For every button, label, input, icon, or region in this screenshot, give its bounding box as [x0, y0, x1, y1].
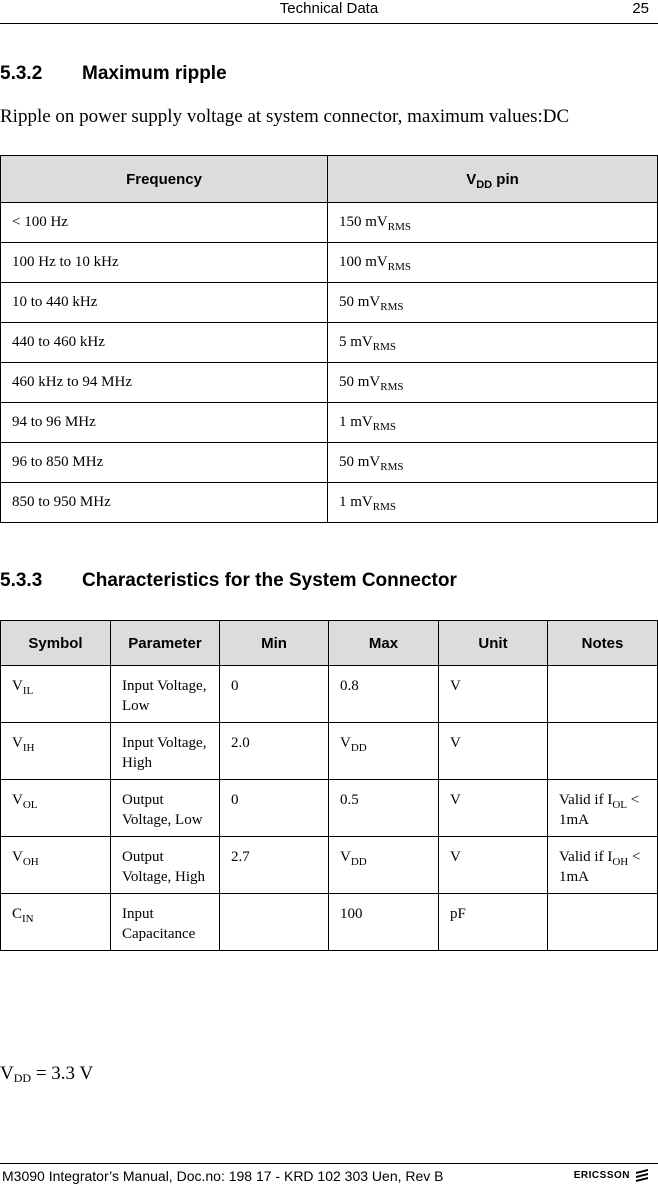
section-number: 5.3.2	[0, 63, 43, 84]
col-header-parameter: Parameter	[111, 621, 220, 666]
frequency-cell: 440 to 460 kHz	[1, 323, 328, 363]
vdd-ripple-cell	[328, 443, 658, 483]
col-header-min: Min	[220, 621, 329, 666]
ripple-intro: Ripple on power supply voltage at system connector, maximum values:DC	[0, 106, 570, 127]
ericsson-logo-icon	[634, 1168, 650, 1182]
notes-text: Valid if I	[559, 792, 613, 808]
col-header-frequency	[1, 156, 328, 203]
table-row	[1, 363, 658, 403]
vdd-note-value: = 3.3 V	[31, 1063, 94, 1084]
notes-cell	[548, 666, 658, 723]
max-subscript: DD	[350, 856, 367, 868]
symbol-cell	[1, 894, 111, 951]
notes-subscript: OL	[612, 799, 627, 811]
max-text: V	[340, 735, 351, 751]
frequency-cell: 10 to 440 kHz	[1, 283, 328, 323]
table-header-row	[1, 156, 658, 203]
unit-cell: V	[439, 723, 548, 780]
min-cell: 0	[220, 666, 329, 723]
table-header-row	[1, 621, 658, 666]
col-header-symbol: Symbol	[1, 621, 111, 666]
col-header-label: Frequency	[126, 170, 202, 188]
table-row	[1, 403, 658, 443]
table-row	[1, 723, 658, 780]
ripple-value: 150 mV	[339, 214, 388, 230]
section-heading-connector	[0, 570, 457, 592]
brand-name: ERICSSON	[573, 1170, 630, 1181]
table-row	[1, 283, 658, 323]
symbol-text: C	[12, 906, 23, 922]
notes-text-tail: < 1mA	[559, 849, 641, 885]
col-header-vdd-pin	[328, 156, 658, 203]
max-cell	[329, 666, 439, 723]
ripple-table	[0, 155, 658, 523]
col-header-unit: Unit	[439, 621, 548, 666]
ripple-value: 100 mV	[339, 254, 388, 270]
footer	[0, 1163, 658, 1186]
notes-text: Valid if I	[559, 849, 613, 865]
table-row	[1, 243, 658, 283]
vdd-ripple-cell	[328, 363, 658, 403]
symbol-text: V	[12, 678, 23, 694]
ripple-unit-subscript: RMS	[387, 221, 411, 233]
min-cell: 2.0	[220, 723, 329, 780]
symbol-cell	[1, 666, 111, 723]
notes-cell	[548, 780, 658, 837]
ripple-value: 50 mV	[339, 294, 381, 310]
vdd-ripple-cell	[328, 483, 658, 523]
max-text: 0.8	[340, 678, 359, 694]
col-header-label: pin	[492, 170, 519, 188]
section-number: 5.3.3	[0, 570, 43, 591]
table-row	[1, 443, 658, 483]
max-text: 0.5	[340, 792, 359, 808]
notes-cell	[548, 723, 658, 780]
col-header-max: Max	[329, 621, 439, 666]
parameter-cell: Input Voltage, Low	[111, 666, 220, 723]
symbol-subscript: IL	[22, 685, 34, 697]
ripple-value: 5 mV	[339, 334, 373, 350]
frequency-cell: 94 to 96 MHz	[1, 403, 328, 443]
col-header-label: V	[466, 170, 477, 188]
connector-table	[0, 620, 658, 951]
max-cell	[329, 894, 439, 951]
unit-cell: V	[439, 780, 548, 837]
parameter-cell: Input Voltage, High	[111, 723, 220, 780]
min-cell	[220, 894, 329, 951]
symbol-text: V	[12, 792, 23, 808]
table-row	[1, 666, 658, 723]
vdd-ripple-cell	[328, 243, 658, 283]
symbol-subscript: OL	[22, 799, 38, 811]
frequency-cell: < 100 Hz	[1, 203, 328, 243]
ripple-unit-subscript: RMS	[380, 461, 404, 473]
table-row	[1, 323, 658, 363]
frequency-cell: 850 to 950 MHz	[1, 483, 328, 523]
symbol-cell	[1, 837, 111, 894]
unit-cell: V	[439, 666, 548, 723]
notes-subscript: OH	[612, 856, 629, 868]
symbol-cell	[1, 723, 111, 780]
vdd-ripple-cell	[328, 323, 658, 363]
ripple-unit-subscript: RMS	[387, 261, 411, 273]
table-row	[1, 837, 658, 894]
table-row	[1, 780, 658, 837]
vdd-ripple-cell	[328, 203, 658, 243]
ripple-unit-subscript: RMS	[372, 341, 396, 353]
frequency-cell: 100 Hz to 10 kHz	[1, 243, 328, 283]
table-row	[1, 483, 658, 523]
max-cell	[329, 780, 439, 837]
unit-cell: V	[439, 837, 548, 894]
max-text: V	[340, 849, 351, 865]
running-header	[0, 0, 658, 24]
symbol-text: V	[12, 849, 23, 865]
col-header-subscript: DD	[476, 178, 493, 191]
ripple-value: 50 mV	[339, 374, 381, 390]
ripple-value: 1 mV	[339, 494, 373, 510]
header-title: Technical Data	[279, 0, 379, 17]
notes-cell	[548, 894, 658, 951]
section-title: Characteristics for the System Connector	[82, 570, 457, 591]
max-cell	[329, 837, 439, 894]
ripple-unit-subscript: RMS	[372, 501, 396, 513]
vdd-note	[0, 1063, 93, 1085]
max-cell	[329, 723, 439, 780]
frequency-cell: 96 to 850 MHz	[1, 443, 328, 483]
parameter-cell: Output Voltage, Low	[111, 780, 220, 837]
max-subscript: DD	[350, 742, 367, 754]
symbol-subscript: OH	[22, 856, 39, 868]
symbol-cell	[1, 780, 111, 837]
section-title: Maximum ripple	[82, 63, 227, 84]
symbol-subscript: IH	[22, 742, 35, 754]
parameter-cell: Input Capacitance	[111, 894, 220, 951]
max-text: 100	[340, 906, 363, 922]
vdd-note-symbol: V	[0, 1063, 14, 1084]
vdd-note-subscript: DD	[13, 1071, 32, 1085]
table-row	[1, 203, 658, 243]
symbol-subscript: IN	[22, 913, 34, 925]
min-cell: 2.7	[220, 837, 329, 894]
table-row	[1, 894, 658, 951]
min-cell: 0	[220, 780, 329, 837]
unit-cell: pF	[439, 894, 548, 951]
footer-doc-info: M3090 Integrator’s Manual, Doc.no: 198 17 - KRD 102 303 Uen, Rev B	[2, 1168, 444, 1184]
frequency-cell: 460 kHz to 94 MHz	[1, 363, 328, 403]
page-number: 25	[632, 0, 649, 17]
parameter-cell: Output Voltage, High	[111, 837, 220, 894]
col-header-notes: Notes	[548, 621, 658, 666]
ripple-unit-subscript: RMS	[380, 301, 404, 313]
vdd-ripple-cell	[328, 283, 658, 323]
ripple-value: 50 mV	[339, 454, 381, 470]
section-heading-ripple	[0, 63, 227, 85]
ripple-unit-subscript: RMS	[380, 381, 404, 393]
ripple-unit-subscript: RMS	[372, 421, 396, 433]
ripple-value: 1 mV	[339, 414, 373, 430]
notes-text-tail: < 1mA	[559, 792, 640, 828]
symbol-text: V	[12, 735, 23, 751]
notes-cell	[548, 837, 658, 894]
vdd-ripple-cell	[328, 403, 658, 443]
